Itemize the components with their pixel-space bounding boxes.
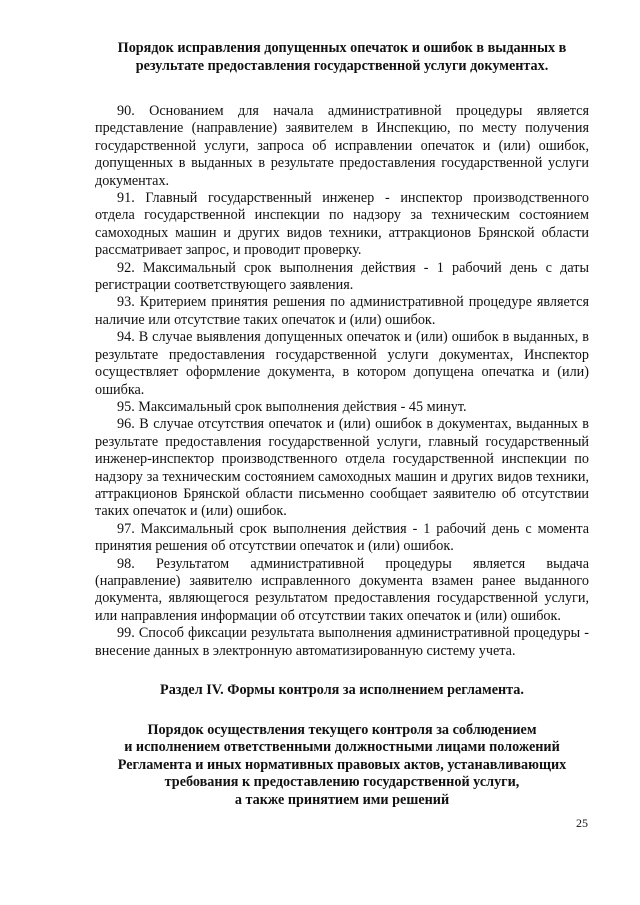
paragraph-98: 98. Результатом административной процедуры является выдача (направление) заявителю исправленного документа взамен ранее выданного документа, являющегося результатом предоставления государственной услуги, или направления информации об отсутствии таких опечаток и (или) ошибок. [95, 555, 589, 624]
heading-line: и исполнением ответственными должностными лицами положений [124, 739, 560, 755]
paragraph-92: 92. Максимальный срок выполнения действия - 1 рабочий день с даты регистрации соответствующего заявления. [95, 259, 589, 294]
subsection-heading-corrections: Порядок исправления допущенных опечаток и ошибок в выданных в результате предоставления государственной услуги документах. [117, 40, 567, 74]
paragraph-97: 97. Максимальный срок выполнения действия - 1 рабочий день с момента принятия решения об отсутствии опечаток и (или) ошибок. [95, 520, 589, 555]
heading-line: Регламента и иных нормативных правовых актов, устанавливающих [117, 756, 567, 773]
subsection-heading-control [95, 722, 589, 810]
page-number: 25 [576, 816, 588, 830]
paragraph-list [95, 103, 589, 660]
heading-line: а также принятием ими решений [234, 791, 450, 808]
paragraph-91: 91. Главный государственный инженер - инспектор производственного отдела государственной инспекции по надзору за техническим состоянием самоходных машин и других видов техники, аттракционов Брянской области рассматривает запрос, и проводит проверку. [95, 190, 589, 259]
section-title: Раздел IV. Формы контроля за исполнением регламента. [160, 682, 524, 698]
heading-line: требования к предоставлению государственной услуги, [164, 774, 520, 790]
paragraph-96: 96. В случае отсутствия опечаток и (или) ошибок в документах, выданных в результате предоставления государственной услуги, главный государственный инженер-инспектор производственного отдела государственной инспекции по надзору за техническим состоянием самоходных машин и других видов техники, аттракционов Брянской области письменно сообщает заявителю об отсутствии таких опечаток и (или) ошибок. [95, 416, 589, 520]
page-content [95, 40, 589, 809]
heading-line: Порядок осуществления текущего контроля за соблюдением [147, 721, 537, 738]
paragraph-95: 95. Максимальный срок выполнения действия - 45 минут. [117, 398, 467, 415]
paragraph-90: 90. Основанием для начала административной процедуры является представление (направление) заявителем в Инспекцию, по месту получения государственной услуги, запроса об исправлении опечаток и (или) ошибок, допущенных в выданных в результате предоставления государственной услуги документах. [95, 103, 589, 189]
paragraph-93: 93. Критерием принятия решения по административной процедуре является наличие или отсутствие таких опечаток и (или) ошибок. [95, 294, 589, 328]
paragraph-94: 94. В случае выявления допущенных опечаток и (или) ошибок в выданных, в результате предоставления государственной услуги документах, Инспектор осуществляет оформление документа, в котором допущена опечатка и (или) ошибка. [95, 329, 589, 398]
paragraph-99: 99. Способ фиксации результата выполнения административной процедуры - внесение данных в электронную автоматизированную систему учета. [95, 625, 589, 659]
